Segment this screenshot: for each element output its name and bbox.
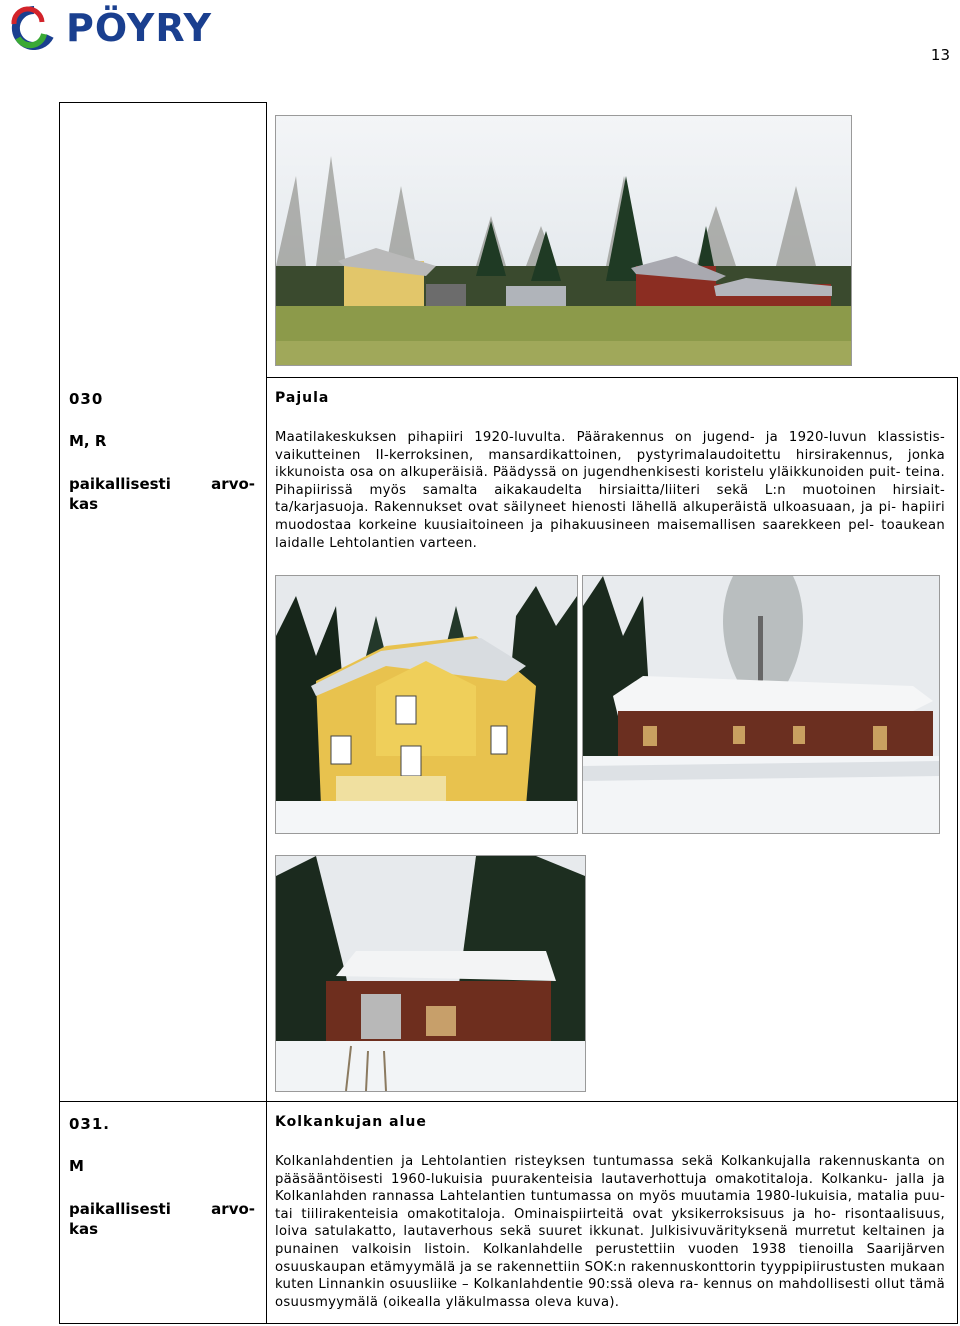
logo-wordmark: PÖYRY: [66, 6, 213, 50]
photo-main-house: [275, 575, 578, 834]
value-line2: kas: [69, 1220, 99, 1238]
table-column-divider: [266, 102, 267, 1324]
page-number: 13: [930, 46, 950, 64]
table-border-top: [59, 102, 267, 103]
entry-classification: M: [69, 1157, 84, 1175]
entry-code: 031.: [69, 1115, 111, 1133]
entry-code: 030: [69, 390, 104, 408]
photo-long-outbuilding: [582, 575, 940, 834]
table-border-left: [59, 102, 60, 1324]
table-row-divider: [59, 1101, 957, 1102]
poyry-logo: [4, 6, 244, 50]
entry-classification: M, R: [69, 432, 107, 450]
poyry-logo-mark: [4, 6, 62, 50]
entry-description: Kolkanlahdentien ja Lehtolantien risteyksen tuntumassa sekä Kolkankujalla rakennuskanta on pääsääntöisesti 1960-lukuisia puurakenteisia lautaverhottuja omakotitaloja. Kolkanku- jalla ja Kolkanlahden rannassa Lahtelantien tuntumassa on myös muutamia 1980-lukuisia, matalia puu- tai tiilirakenteisia omakotitaloja. Ominaispiirteitä ovat yksikerroksisuus ja ho- risontaalisuus, loiva satulakatto, lautaverhous sekä suuret ikkunat. Julkisivuvärityksenä murretut keltainen ja punainen valkoisin listoin. Kolkanlahdelle perustettiin vuoden 1938 tienoilla Saarijärven osuuskaupan etämyymälä ja se rakennettiin SOK:n rakennuskonttorin tyyppipiirustusten mukaan kuten Linnankin osuusliike – Kolkanlahdentie 90:ssä oleva ra- kennus on mahdollisesti ollut tämä osuusmyymälä (oikealla yläkulmassa oleva kuva).: [275, 1154, 945, 1310]
table-border-bottom: [59, 1323, 957, 1324]
entry-value: [69, 474, 255, 514]
value-line1: paikallisesti: [69, 1200, 171, 1218]
table-row-divider: [266, 377, 957, 378]
value-line2: kas: [69, 495, 99, 513]
entry-title: Pajula: [275, 390, 330, 406]
entry-title: Kolkankujan alue: [275, 1114, 427, 1130]
entry-value: [69, 1199, 255, 1239]
value-line1: paikallisesti: [69, 475, 171, 493]
photo-storehouse: [275, 855, 586, 1092]
entry-description: Maatilakeskuksen pihapiiri 1920-luvulta. Päärakennus on jugend- ja 1920-luvun klassistis- vaikutteinen II-kerroksinen, mansardikattoinen, pystyrimalaudoitettu hirsirakennus, jonka ikkunoista osa on alkuperäisiä. Päädyssä on jugendhenkisesti koristelu yläikkunoiden puit- teina. Pihapiirissä myös samalta aikakaudelta hirsiaitta/liiteri sekä L:n muotoinen hirsiait- ta/karjasuoja. Rakennukset ovat säilyneet hienosti lähellä alkuperäistä ulkoasuaan, ja pi- hapiiri muodostaa korkeine kuusiaitoineen ja pihakuusineen maisemallisen saarekkeen pel- toaukean laidalle Lehtolantien varteen.: [275, 430, 945, 551]
value-hyphen: arvo-: [211, 475, 255, 493]
value-hyphen: arvo-: [211, 1200, 255, 1218]
photo-farmstead-landscape: [275, 115, 852, 366]
table-border-right: [957, 377, 958, 1324]
